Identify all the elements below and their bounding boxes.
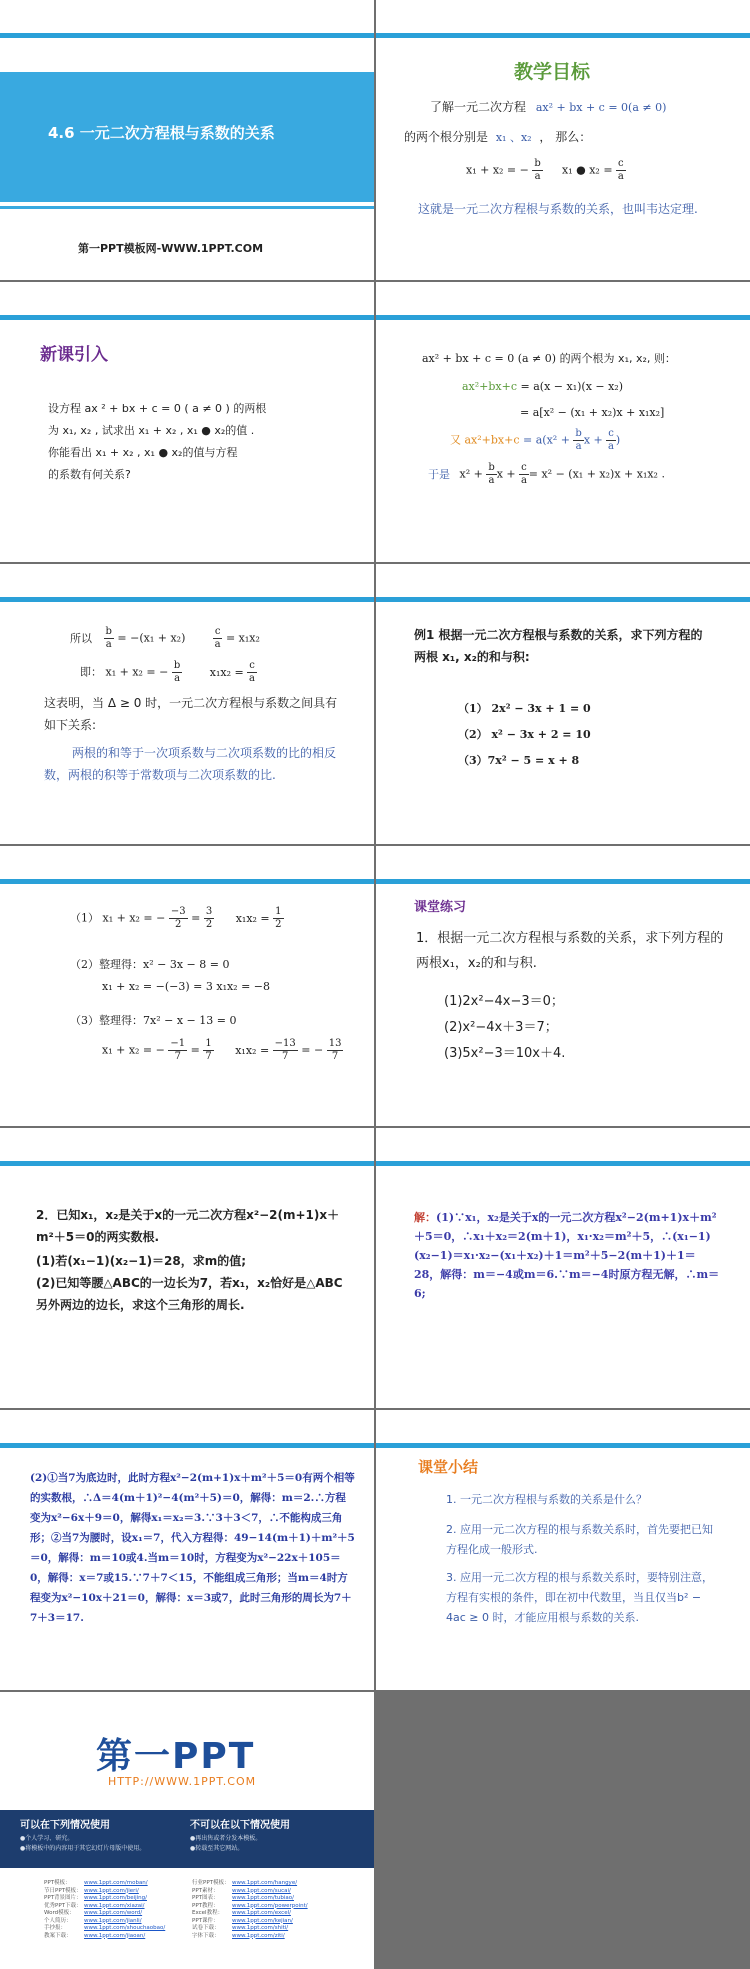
equation: ax² + bx + c = 0(a ≠ 0) <box>535 101 667 114</box>
link-url[interactable]: www.1ppt.com/beijing/ <box>84 1895 148 1901</box>
slide-subtitle: 第一PPT模板网-WWW.1PPT.COM <box>78 242 264 255</box>
numerator: b <box>173 660 181 671</box>
equation-part: x₁ + x₂ = − <box>105 665 169 679</box>
exercise-text: 1．根据一元二次方程根与系数的关系，求下列方程的两根x₁，x₂的和与积. <box>416 931 724 971</box>
link-label: Excel教程： <box>192 1910 224 1916</box>
equation-part: x² + <box>459 467 487 481</box>
slide-6 <box>376 564 750 844</box>
solution-text <box>414 1208 720 1303</box>
link-label: PPT教程： <box>192 1902 219 1909</box>
denominator: 7 <box>282 1051 289 1062</box>
link-row <box>44 1880 165 1888</box>
numerator: c <box>214 626 221 637</box>
text: 的两个根分别是 <box>404 130 489 144</box>
links-list-right <box>192 1880 308 1940</box>
numerator: b <box>534 158 541 169</box>
text-line <box>428 462 665 487</box>
solution-line <box>102 1038 343 1063</box>
denominator: a <box>575 441 582 452</box>
slide-accent-bar <box>376 1443 750 1448</box>
equation-right: = a(x² + <box>523 433 574 447</box>
link-url[interactable]: www.1ppt.com/xiazai/ <box>84 1902 145 1909</box>
numerator: −1 <box>170 1038 186 1049</box>
link-label: PPT背景图片： <box>44 1895 82 1901</box>
denominator: 7 <box>331 1051 339 1062</box>
denominator: 2 <box>275 919 282 930</box>
fraction <box>203 1038 213 1063</box>
slide-accent-bar <box>0 33 374 38</box>
link-row <box>44 1895 165 1903</box>
slide-9 <box>0 1128 374 1408</box>
slide-accent-bar <box>0 315 374 320</box>
slide-12 <box>376 1410 750 1690</box>
denominator: a <box>534 171 541 182</box>
link-label: 字体下载： <box>192 1932 220 1939</box>
fraction <box>172 660 182 685</box>
slide-8 <box>376 846 750 1126</box>
text-line: 设方程 ax ² + bx + c = 0 ( a ≠ 0 ) 的两根 <box>48 402 267 415</box>
numerator: c <box>618 158 624 169</box>
logo-url: HTTP://WWW.1PPT.COM <box>108 1775 257 1788</box>
equation-part: = x² − (x₁ + x₂)x + x₁x₂ . <box>528 467 665 481</box>
numerator: c <box>608 428 614 439</box>
slide-5 <box>0 564 374 844</box>
denominator: 7 <box>205 1051 212 1062</box>
numerator: 1 <box>275 906 282 917</box>
equation-part: x + <box>496 467 520 481</box>
formula-text: x₁ + x₂ = − <box>466 163 529 177</box>
link-row <box>192 1895 308 1903</box>
solution-label: 解： <box>414 1211 436 1224</box>
link-label: PPT图表： <box>192 1895 219 1901</box>
paragraph: 这表明，当 Δ ≥ 0 时，一元二次方程根与系数之间具有如下关系: <box>44 696 338 732</box>
denominator: a <box>174 673 181 684</box>
equation-part: x₁x₂ = <box>235 1043 270 1057</box>
equation-part: x + <box>583 433 607 447</box>
link-label: 手抄报： <box>44 1925 67 1931</box>
equation: ax² + bx + c = 0 (a ≠ 0) <box>422 352 557 365</box>
link-label: 教案下载： <box>44 1932 72 1939</box>
heading: 课堂小结 <box>418 1458 479 1476</box>
link-label: 优秀PPT下载： <box>44 1902 82 1909</box>
text: ， 那么： <box>539 130 592 144</box>
equation-part: （1） x₁ + x₂ = − <box>70 911 166 925</box>
list-item: （1） 2x² − 3x + 1 = 0 <box>458 702 591 715</box>
link-row <box>192 1918 308 1926</box>
slide-accent-bar <box>376 879 750 884</box>
numerator: b <box>575 428 582 439</box>
equation-part: x₁x₂ = <box>235 911 270 925</box>
link-url[interactable]: www.1ppt.com/jianli/ <box>84 1917 142 1924</box>
slide-13 <box>0 1692 374 1969</box>
title-banner-line <box>0 206 374 209</box>
link-url[interactable]: www.1ppt.com/sucai/ <box>232 1887 291 1894</box>
equation-part: = −(x₁ + x₂) <box>117 631 186 645</box>
fraction <box>168 1038 187 1063</box>
cannot-use-title: 不可以在以下情况使用 <box>190 1820 290 1831</box>
example-text: 例1 根据一元二次方程根与系数的关系，求下列方程的两根 x₁, x₂的和与积: <box>414 628 703 664</box>
text-line: 为 x₁, x₂ , 试求出 x₁ + x₂ , x₁ ● x₂的值 . <box>48 424 255 437</box>
problem-text: 2．已知x₁，x₂是关于x的一元二次方程x²−2(m+1)x＋m²＋5＝0的两实数根. <box>36 1208 340 1244</box>
problem-question: (1)若(x₁−1)(x₂−1)＝28，求m的值; <box>36 1254 247 1268</box>
solution-text: (2)①当7为底边时，此时方程x²−2(m+1)x＋m²＋5＝0有两个相等的实数根，∴Δ＝4(m＋1)²−4(m²＋5)＝0，解得：m＝2.∴方程变为x²−6x＋9＝0，解得x₁＝x₂＝3.∵3＋3＜7，∴不能构成三角形；②当7为腰时，设x₁＝7，代入方程得：49−14(m＋1)＋m²＋5＝0，解得：m＝10或4.当m＝10时，方程变为x²−22x＋105＝0，解得：x＝7或15.∵7＋7＜15，不能组成三角形；当m＝4时方程变为x²−10x＋21＝0，解得：x＝3或7，此时三角形的周长为7＋7＋3＝17. <box>30 1472 355 1624</box>
formula-product <box>562 158 626 183</box>
link-row <box>192 1903 308 1911</box>
numerator: b <box>105 626 112 637</box>
solution-line <box>70 906 284 931</box>
numerator: 1 <box>205 1038 212 1049</box>
text-line <box>70 626 260 651</box>
numerator: 3 <box>205 906 213 917</box>
denominator: 2 <box>175 919 182 930</box>
denominator: 7 <box>174 1051 181 1062</box>
link-row <box>44 1910 165 1918</box>
link-row <box>192 1910 308 1918</box>
solution-line: x₁ + x₂ = −(−3) = 3 x₁x₂ = −8 <box>102 980 271 993</box>
fraction <box>573 428 583 453</box>
link-url[interactable]: www.1ppt.com/hangye/ <box>232 1880 298 1886</box>
slide-accent-bar <box>0 879 374 884</box>
text: 即： <box>80 665 102 679</box>
link-label: 节日PPT模板： <box>44 1887 82 1894</box>
roots: x₁ 、x₂ <box>495 131 532 144</box>
slide-accent-bar <box>376 33 750 38</box>
fraction <box>104 626 114 651</box>
slide-3 <box>0 282 374 562</box>
note: 这就是一元二次方程根与系数的关系，也叫韦达定理. <box>418 202 698 216</box>
can-use-title: 可以在下列情况使用 <box>20 1820 110 1831</box>
text: 于是 <box>428 467 450 481</box>
slide-accent-bar <box>376 1161 750 1166</box>
denominator: 2 <box>205 919 213 930</box>
numerator: c <box>249 660 255 671</box>
solution-line: （2）整理得：x² − 3x − 8 = 0 <box>70 958 230 971</box>
link-label: PPT模板： <box>44 1880 71 1886</box>
link-row <box>44 1933 165 1941</box>
denominator: a <box>617 171 624 182</box>
link-label: 试卷下载： <box>192 1925 220 1931</box>
equation-part: = x₁x₂ <box>225 631 260 645</box>
link-url[interactable]: www.1ppt.com/tubiao/ <box>232 1895 294 1901</box>
text-line <box>462 380 623 393</box>
fraction <box>204 906 214 931</box>
link-row <box>44 1888 165 1896</box>
text: 了解一元二次方程 <box>430 100 527 114</box>
text-line <box>422 350 676 366</box>
text-line <box>80 660 257 685</box>
fraction <box>327 1038 344 1063</box>
link-label: PPT素材： <box>192 1887 219 1894</box>
slide-accent-bar <box>0 597 374 602</box>
link-url[interactable]: www.1ppt.com/word/ <box>84 1910 143 1916</box>
list-item: （2） x² − 3x + 2 = 10 <box>458 728 591 741</box>
text: 所以 <box>70 631 92 645</box>
denominator: a <box>520 475 527 486</box>
equation-right: = a(x − x₁)(x − x₂) <box>520 380 624 393</box>
list-item: （3）7x² − 5 = x + 8 <box>458 754 580 767</box>
fraction <box>273 906 283 931</box>
equation-part: = <box>191 911 201 925</box>
slide-accent-bar <box>0 1161 374 1166</box>
fraction <box>606 428 616 453</box>
numerator: −13 <box>274 1038 296 1049</box>
summary-item: 3. 应用一元二次方程的根与系数关系时，要特别注意，方程有实根的条件，即在初中代数里，当且仅当b² − 4ac ≥ 0 时，才能应用根与系数的关系. <box>446 1571 713 1624</box>
slide-4 <box>376 282 750 562</box>
denominator: a <box>105 639 112 650</box>
link-row <box>44 1918 165 1926</box>
list-item: (3)5x²−3＝10x＋4. <box>444 1046 566 1061</box>
numerator: c <box>521 462 527 473</box>
heading: 课堂练习 <box>414 900 467 915</box>
link-row <box>192 1933 308 1941</box>
equation-left: ax²+bx+c <box>462 380 518 393</box>
cannot-use-item: ●转载至其它网站。 <box>190 1845 244 1852</box>
slide-accent-bar <box>0 1443 374 1448</box>
fraction <box>169 906 188 931</box>
slide-1 <box>0 0 374 280</box>
denominator: a <box>249 673 256 684</box>
text-line: = a[x² − (x₁ + x₂)x + x₁x₂] <box>520 406 665 419</box>
slide-accent-bar <box>376 315 750 320</box>
link-row <box>192 1888 308 1896</box>
link-url[interactable]: www.1ppt.com/kejian/ <box>232 1917 293 1924</box>
fraction <box>532 158 542 183</box>
text-line <box>404 128 591 145</box>
fraction <box>616 158 626 183</box>
link-url[interactable]: www.1ppt.com/excel/ <box>232 1910 291 1916</box>
link-url[interactable]: www.1ppt.com/ziti/ <box>232 1932 285 1939</box>
cannot-use-item: ●再出售或者分发本模板。 <box>190 1835 262 1842</box>
slide-7 <box>0 846 374 1126</box>
link-row <box>44 1925 165 1933</box>
link-label: 行业PPT模板： <box>192 1880 230 1886</box>
slide-2 <box>376 0 750 280</box>
slide-title: 4.6 一元二次方程根与系数的关系 <box>48 124 275 142</box>
link-row <box>192 1880 308 1888</box>
link-url[interactable]: www.1ppt.com/jieri/ <box>84 1887 139 1894</box>
denominator: a <box>608 441 615 452</box>
numerator: b <box>488 462 495 473</box>
equation-part: x₁ + x₂ = − <box>102 1043 165 1057</box>
can-use-item: ●将模板中的内容用于其它幻灯片母版中使用。 <box>20 1845 146 1852</box>
problem-question: (2)已知等腰△ABC的一边长为7，若x₁，x₂恰好是△ABC另外两边的边长，求这个三角形的周长. <box>36 1276 343 1312</box>
text: 的两个根为 x₁, x₂, 则： <box>559 352 676 365</box>
slide-11 <box>0 1410 374 1690</box>
fraction <box>486 462 496 487</box>
formula-text: x₁ ● x₂ = <box>562 163 613 177</box>
equation-part: ) <box>615 433 621 447</box>
fraction <box>247 660 257 685</box>
summary-item: 2. 应用一元二次方程的根与系数关系时，首先要把已知方程化成一般形式. <box>446 1523 713 1556</box>
fraction <box>519 462 529 487</box>
link-url[interactable]: www.1ppt.com/jiaoan/ <box>84 1932 146 1939</box>
link-url[interactable]: www.1ppt.com/shiti/ <box>232 1925 289 1931</box>
solution-line: （3）整理得：7x² − x − 13 = 0 <box>70 1014 237 1027</box>
link-url[interactable]: www.1ppt.com/moban/ <box>84 1880 148 1886</box>
link-row <box>44 1903 165 1911</box>
logo-text: 第一PPT <box>96 1736 256 1777</box>
solution-body: (1)∵x₁，x₂是关于x的一元二次方程x²−2(m+1)x＋m²＋5＝0，∴x₁＋x₂＝2(m＋1)，x₁·x₂＝m²＋5，∴(x₁−1)(x₂−1)＝x₁·x₂−(x₁＋x₂)＋1＝m²＋5−2(m＋1)＋1＝28，解得：m＝−4或m＝6.∵m＝−4时原方程无解，∴m＝6; <box>414 1211 720 1300</box>
link-url[interactable]: www.1ppt.com/powerpoint/ <box>232 1902 308 1909</box>
can-use-item: ●个人学习、研究。 <box>20 1835 74 1842</box>
slide-10 <box>376 1128 750 1408</box>
denominator: a <box>488 475 495 486</box>
link-row <box>192 1925 308 1933</box>
fraction <box>273 1038 298 1063</box>
equation-part: = − <box>301 1043 324 1057</box>
numerator: −3 <box>170 906 186 917</box>
heading: 新课引入 <box>40 345 108 365</box>
text-line <box>430 98 666 115</box>
link-label: Word模板： <box>44 1910 75 1916</box>
links-list-left <box>44 1880 165 1940</box>
list-item: (2)x²−4x＋3＝7； <box>444 1020 558 1035</box>
link-label: PPT课件： <box>192 1917 219 1924</box>
link-label: 个人简历： <box>44 1917 72 1924</box>
link-url[interactable]: www.1ppt.com/shouchaobao/ <box>84 1925 166 1931</box>
summary-item: 1. 一元二次方程根与系数的关系是什么？ <box>446 1493 647 1506</box>
list-item: (1)2x²−4x−3＝0； <box>444 994 564 1009</box>
denominator: a <box>214 639 221 650</box>
numerator: 13 <box>328 1038 342 1049</box>
text-line: 的系数有何关系? <box>48 468 131 481</box>
equation-part: = <box>190 1043 200 1057</box>
paragraph: 两根的和等于一次项系数与二次项系数的比的相反数，两根的积等于常数项与二次项系数的比. <box>44 746 337 782</box>
text-line <box>450 428 620 453</box>
fraction <box>213 626 223 651</box>
equation-part: x₁x₂ = <box>209 665 244 679</box>
text-line: 你能看出 x₁ + x₂ , x₁ ● x₂的值与方程 <box>48 446 238 459</box>
slide-accent-bar <box>376 597 750 602</box>
formula-sum <box>466 158 543 183</box>
heading: 教学目标 <box>514 61 591 83</box>
equation-left: 又 ax²+bx+c <box>450 433 520 447</box>
